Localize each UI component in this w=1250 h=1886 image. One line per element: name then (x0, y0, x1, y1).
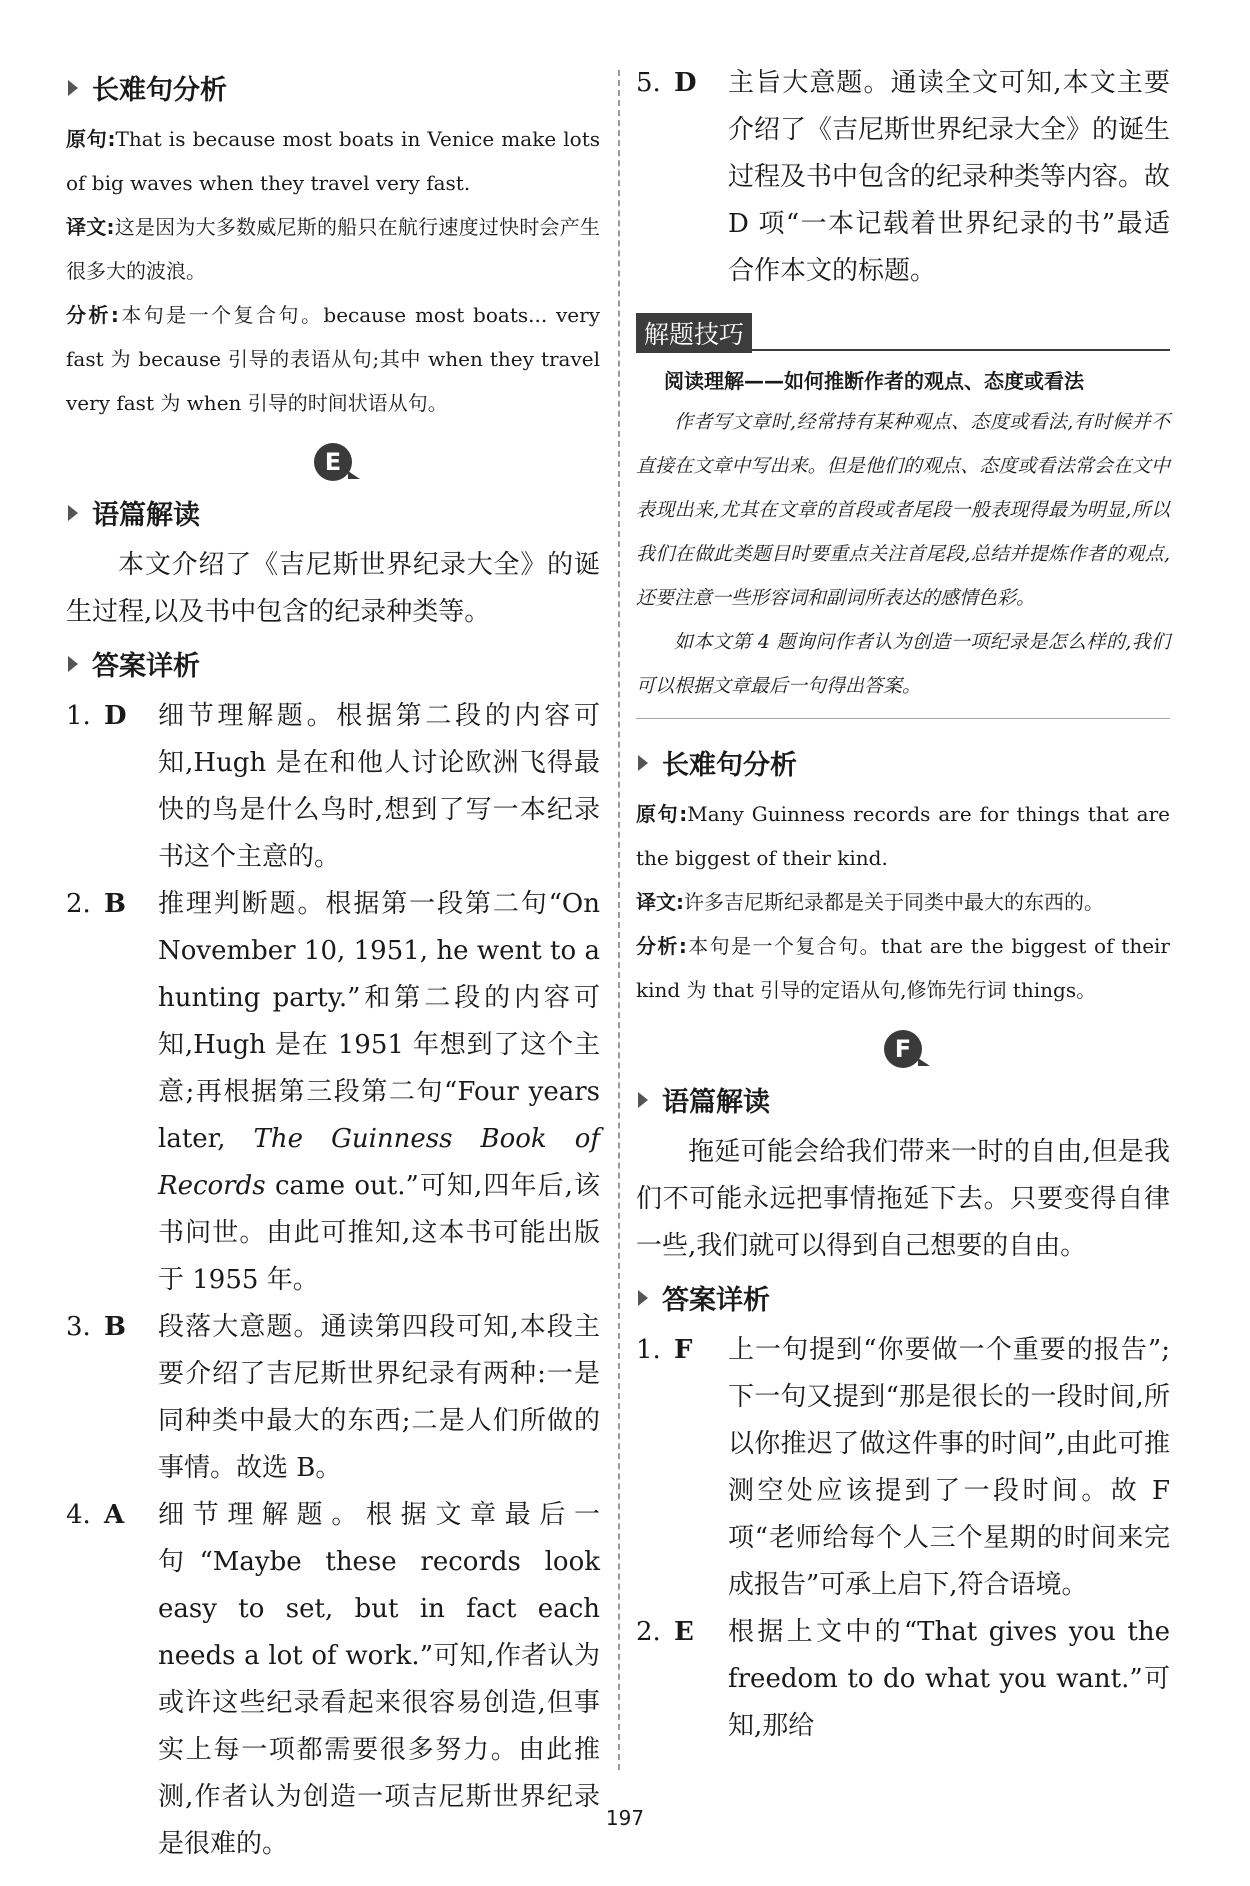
column-divider (618, 70, 620, 1770)
passage-summary: 拖延可能会给我们带来一时的自由,但是我们不可能永远把事情拖延下去。只要变得自律一些,我们就可以得到自己想要的自由。 (636, 1137, 1170, 1261)
analysis: 分析:本句是一个复合句。that are the biggest of their kind 为 that 引导的定语从句,修饰先行词 things。 (636, 934, 1170, 1002)
section-heading-passage-reading: 语篇解读 (636, 1080, 1170, 1119)
answer-item: 2. E 根据上文中的“That gives you the freedom to do what you want.”可知,那给 (636, 1617, 1170, 1741)
answer-item: 2. B 推理判断题。根据第一段第二句“On November 10, 1951, he went to a hunting party.”和第二段的内容可知,Hugh 是在 1951 年想到了这个主意;再根据第三段第二句“Four years later, The Guinness Book of Records came out.”可知,四年后,该书问世。由此可推知,这本书可能出版于 1955 年。 (66, 889, 600, 1295)
translation: 译文:这是因为大多数威尼斯的船只在航行速度过快时会产生很多大的波浪。 (66, 215, 601, 283)
passage-summary: 本文介绍了《吉尼斯世界纪录大全》的诞生过程,以及书中包含的纪录种类等。 (66, 550, 600, 627)
section-heading-long-sentence: 长难句分析 (66, 68, 600, 107)
section-heading-answers: 答案详析 (636, 1278, 1170, 1317)
tips-header: 解题技巧 (636, 313, 1170, 353)
answer-item: 3. B 段落大意题。通读第四段可知,本段主要介绍了吉尼斯世界纪录有两种:一是同种类中最大的东西;二是人们所做的事情。故选 B。 (66, 1312, 600, 1483)
arrow-icon (68, 505, 78, 521)
answer-item: 1. D 细节理解题。根据第二段的内容可知,Hugh 是在和他人讨论欧洲飞得最快的鸟是什么鸟时,想到了写一本纪录书这个主意的。 (66, 701, 600, 872)
passage-badge-f: F (636, 1030, 1170, 1068)
left-column (66, 60, 600, 1868)
arrow-icon (68, 80, 78, 96)
analysis: 分析:本句是一个复合句。because most boats... very fast 为 because 引导的表语从句;其中 when they travel very fast 为 when 引导的时间状语从句。 (66, 303, 601, 415)
tips-paragraph: 作者写文章时,经常持有某种观点、态度或看法,有时候并不直接在文章中写出来。但是他们的观点、态度或看法常会在文中表现出来,尤其在文章的首段或者尾段一般表现得最为明显,所以我们在做此类题目时要重点关注首尾段,总结并提炼作者的观点,还要注意一些形容词和副词所表达的感情色彩。 (636, 411, 1170, 609)
answer-item: 5. D 主旨大意题。通读全文可知,本文主要介绍了《吉尼斯世界纪录大全》的诞生过程及书中包含的纪录种类等内容。故 D 项“一本记载着世界纪录的书”最适合作本文的标题。 (636, 68, 1171, 286)
arrow-icon (68, 656, 78, 672)
tips-paragraph: 如本文第 4 题询问作者认为创造一项纪录是怎么样的,我们可以根据文章最后一句得出答案。 (636, 631, 1170, 697)
section-heading-answers: 答案详析 (66, 644, 600, 683)
answer-item: 1. F 上一句提到“你要做一个重要的报告”;下一句又提到“那是很长的一段时间,所以你推迟了做这件事的时间”,由此可推测空处应该提到了一段时间。故 F 项“老师给每个人三个星期的时间来完成报告”可承上启下,符合语境。 (636, 1335, 1170, 1600)
arrow-icon (638, 755, 648, 771)
translation: 译文:许多吉尼斯纪录都是关于同类中最大的东西的。 (636, 890, 1104, 914)
page-number: 197 (605, 1806, 645, 1830)
original-sentence: 原句:Many Guinness records are for things that are the biggest of their kind. (636, 802, 1170, 870)
right-column (636, 60, 1170, 1750)
section-heading-long-sentence: 长难句分析 (636, 743, 1170, 782)
section-heading-passage-reading: 语篇解读 (66, 493, 600, 532)
arrow-icon (638, 1092, 648, 1108)
original-sentence: 原句:That is because most boats in Venice make lots of big waves when they travel very fast. (66, 127, 601, 195)
passage-badge-e: E (66, 443, 600, 481)
tips-title: 阅读理解——如何推断作者的观点、态度或看法 (664, 369, 1084, 393)
tips-rule (752, 349, 1170, 351)
arrow-icon (638, 1290, 648, 1306)
answer-item: 4. A 细节理解题。根据文章最后一句“Maybe these records look easy to set, but in fact each needs a lot of work.”可知,作者认为或许这些纪录看起来很容易创造,但事实上每一项都需要很多努力。由此推测,作者认为创造一项吉尼斯世界纪录是很难的。 (66, 1500, 600, 1859)
tips-end-rule (636, 718, 1170, 719)
